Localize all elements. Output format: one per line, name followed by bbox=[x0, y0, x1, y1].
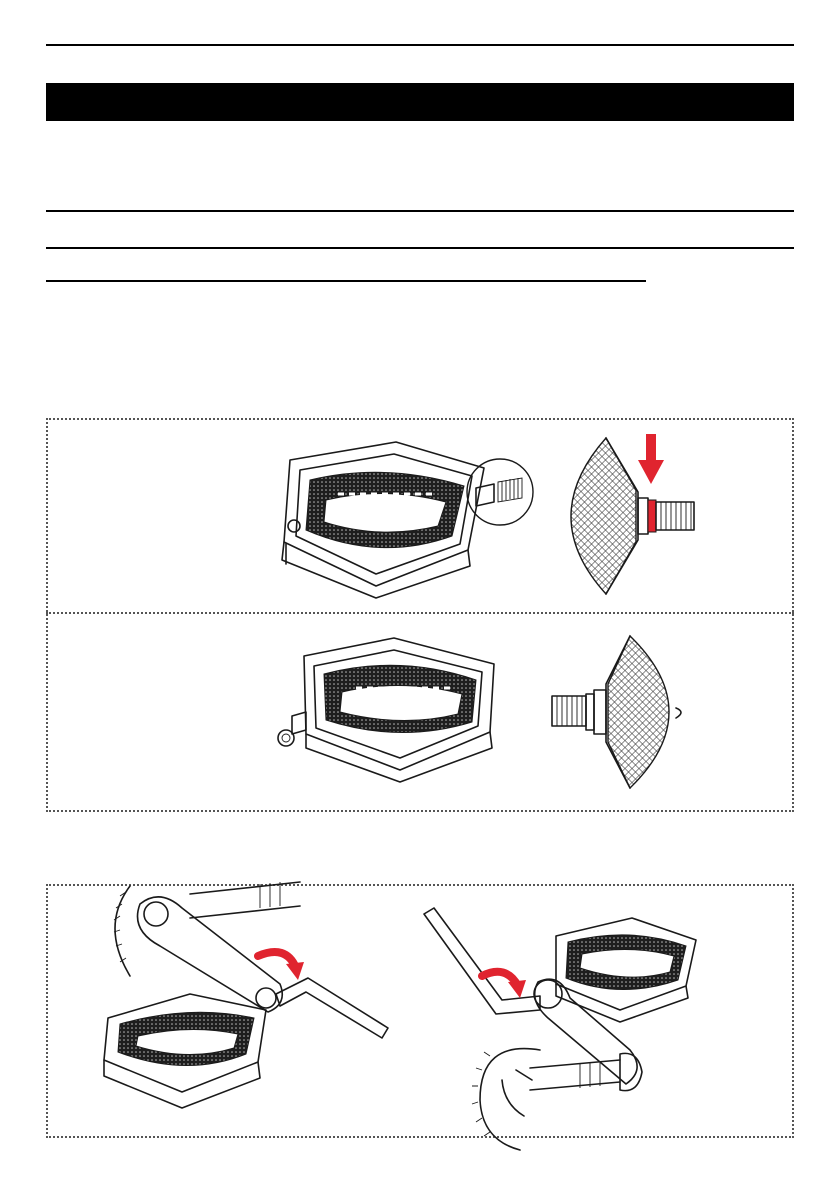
table-rule-bottom bbox=[46, 280, 646, 282]
pedal-illustration-left bbox=[276, 634, 516, 784]
pedal-illustration-right bbox=[276, 440, 536, 600]
figure-divider bbox=[46, 612, 794, 614]
spindle-closeup-left bbox=[548, 632, 698, 792]
top-rule bbox=[46, 44, 794, 46]
table-rule-top bbox=[46, 210, 794, 212]
spindle-closeup-right bbox=[546, 432, 716, 602]
table-rule-middle bbox=[46, 247, 794, 249]
install-illustration-left bbox=[90, 886, 410, 1136]
install-illustration-right bbox=[420, 900, 720, 1150]
section-header-bar bbox=[46, 83, 794, 121]
